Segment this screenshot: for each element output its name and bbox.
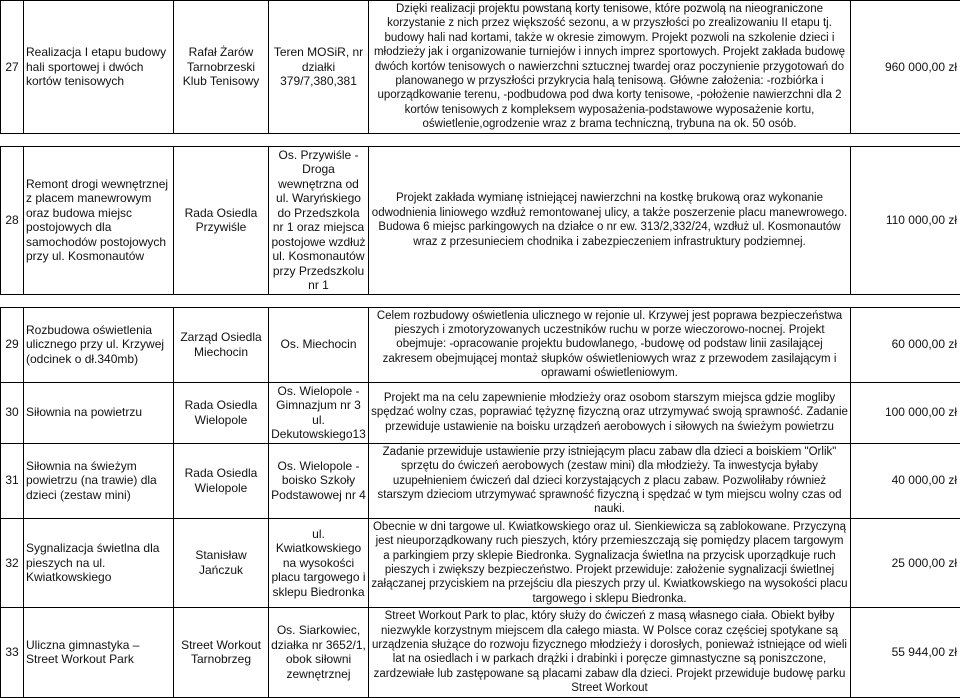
project-amount: 960 000,00 zł <box>851 1 960 134</box>
project-beneficiary: Stanisław Jańczuk <box>174 518 269 607</box>
project-name: Remont drogi wewnętrznej z placem manewrowym oraz budowa miejsc postojowych dla samochodów postojowych przy ul. Kosmonautów <box>24 146 174 294</box>
project-amount: 55 944,00 zł <box>851 608 960 697</box>
row-number: 32 <box>1 518 24 607</box>
project-description: Obecnie w dni targowe ul. Kwiatkowskiego oraz ul. Sienkiewicza są zablokowane. Przyczyną jest nieuporządkowany ruch pieszych, który przemieszczają się pomiędzy placem targowym a parkingiem przy sklepie Biedronka. Sygnalizacja świetlna na przycisk uporządkuje ruch pieszych i zwiększy bezpieczeństwo. Projekt przewiduje: założenie sygnalizacji świetlnej załączanej przyciskiem na przejściu dla pieszych przy ul. Kwiatkowskiego na wysokości placu targowego i sklepu Biedronka. <box>369 518 851 607</box>
project-beneficiary: Zarząd Osiedla Miechocin <box>174 307 269 382</box>
project-beneficiary: Rada Osiedla Przywiśle <box>174 146 269 294</box>
project-beneficiary: Street Workout Tarnobrzeg <box>174 608 269 697</box>
project-description: Projekt ma na celu zapewnienie młodzieży oraz osobom starszym miejsca gdzie mogliby spędzać wolny czas, poprawiać tężyznę fizyczną oraz utrzymywać swoją sprawność. Zadanie przewiduje ustawienie na boisku urządzeń aerobowych i siłowych na świeżym powietrzu <box>369 382 851 443</box>
project-beneficiary: Rada Osiedla Wielopole <box>174 382 269 443</box>
row-number: 30 <box>1 382 24 443</box>
table-row <box>1 307 960 382</box>
project-description: Dzięki realizacji projektu powstaną korty tenisowe, które pozwolą na nieograniczone korzystanie z nich przez większość sezonu, a w przyszłości po zrealizowaniu II etapu tj. budowy hali nad kortami, także w okresie zimowym. Projekt pozwoli na szkolenie dzieci i młodzieży jak i organizowanie turniejów i innych imprez sportowych. Projekt zakłada budowę dwóch kortów tenisowych o nawierzchni sztucznej twardej oraz poczynienie przygotowań do planowanego w przyszłości przykrycia halą tenisową. Główne założenia: -rozbiórka i uporządkowanie terenu, -podbudowa pod dwa korty tenisowe, -położenie nawierzchni dla 2 kortów tenisowych z kompleksem wyposażenia-podstawowe wyposażenie kortu, oświetlenie,ogrodzenie wraz z brama techniczną, trybuna na ok. 50 osób. <box>369 1 851 134</box>
project-location: ul. Kwiatkowskiego na wysokości placu targowego i sklepu Biedronka <box>269 518 369 607</box>
row-number: 28 <box>1 146 24 294</box>
table-row <box>1 608 960 697</box>
project-amount: 60 000,00 zł <box>851 307 960 382</box>
row-spacer <box>1 294 960 307</box>
project-name: Uliczna gimnastyka – Street Workout Park <box>24 608 174 697</box>
project-description: Zadanie przewiduje ustawienie przy istniejącym placu zabaw dla dzieci a boiskiem "Orlik" sprzętu do ćwiczeń aerobowych (zestaw mini) dla młodzieży. Ta inwestycja byłaby uzupełnieniem ćwiczeń dal dzieci korzystających z placu zabaw. Pozwoliłaby również starszym dzieciom utrzymywać sprawność fizyczną i spędzać w tym miejscu wolny czas od nauki. <box>369 443 851 518</box>
table-row <box>1 518 960 607</box>
row-number: 27 <box>1 1 24 134</box>
project-description: Projekt zakłada wymianę istniejącej nawierzchni na kostkę brukową oraz wykonanie odwodnienia liniowego wzdłuż remontowanej ulicy, a także poszerzenie placu manewrowego. Budowa 6 miejsc parkingowych na działce o nr ew. 313/2,332/24, wzdłuż ul. Kosmonautów wraz z przesunieciem chodnika i zabezpieczeniem infrastruktury podziemnej. <box>369 146 851 294</box>
project-description: Celem rozbudowy oświetlenia ulicznego w rejonie ul. Krzywej jest poprawa bezpieczeństwa pieszych i zmotoryzowanych uczestników ruchu w porze wieczorowo-nocnej. Projekt obejmuje: -opracowanie projektu budowlanego, -budowę od podstaw linii zasilającej zakresem obejmującej montaż słupków oświetleniowych wraz z przewodem zasilającym i oprawami oświetleniowym. <box>369 307 851 382</box>
project-name: Siłownia na świeżym powietrzu (na trawie) dla dzieci (zestaw mini) <box>24 443 174 518</box>
project-location: Os. Miechocin <box>269 307 369 382</box>
project-beneficiary: Rafał Żarów Tarnobrzeski Klub Tenisowy <box>174 1 269 134</box>
table-row <box>1 1 960 134</box>
project-name: Rozbudowa oświetlenia ulicznego przy ul. Krzywej (odcinek o dł.340mb) <box>24 307 174 382</box>
project-location: Teren MOSiR, nr działki 379/7,380,381 <box>269 1 369 134</box>
project-name: Sygnalizacja świetlna dla pieszych na ul. Kwiatkowskiego <box>24 518 174 607</box>
project-name: Realizacja I etapu budowy hali sportowej i dwóch kortów tenisowych <box>24 1 174 134</box>
project-location: Os. Przywiśle - Droga wewnętrzna od ul. Waryńskiego do Przedszkola nr 1 oraz miejsca postojowe wzdłuż ul. Kosmonautów przy Przedszkolu nr 1 <box>269 146 369 294</box>
project-location: Os. Wielopole - Gimnazjum nr 3 ul. Dekutowskiego13 <box>269 382 369 443</box>
project-amount: 40 000,00 zł <box>851 443 960 518</box>
project-amount: 25 000,00 zł <box>851 518 960 607</box>
table-row <box>1 146 960 294</box>
project-location: Os. Siarkowiec, działka nr 3652/1, obok siłowni zewnętrznej <box>269 608 369 697</box>
table-row <box>1 443 960 518</box>
row-number: 33 <box>1 608 24 697</box>
row-spacer <box>1 133 960 146</box>
project-location: Os. Wielopole - boisko Szkoły Podstawowej nr 4 <box>269 443 369 518</box>
project-description: Street Workout Park to plac, który służy do ćwiczeń z masą własnego ciała. Obiekt byłby niezwykle korzystnym miejscem dla całego miasta. W Polsce coraz częściej spotykane są urządzenia służące do rozwoju fizycznego młodzieży i dorosłych, ponieważ istniejące od wieli lat na osiedlach i w parkach drążki i drabinki i poręcze gimnastyczne są poniszczone, zardzewiałe lub zastępowane są placami zabaw dla dzieci. Projekt przewiduje budowę parku Street Workout <box>369 608 851 697</box>
project-beneficiary: Rada Osiedla Wielopole <box>174 443 269 518</box>
project-amount: 110 000,00 zł <box>851 146 960 294</box>
project-amount: 100 000,00 zł <box>851 382 960 443</box>
row-number: 29 <box>1 307 24 382</box>
row-number: 31 <box>1 443 24 518</box>
project-name: Siłownia na powietrzu <box>24 382 174 443</box>
table-row <box>1 382 960 443</box>
